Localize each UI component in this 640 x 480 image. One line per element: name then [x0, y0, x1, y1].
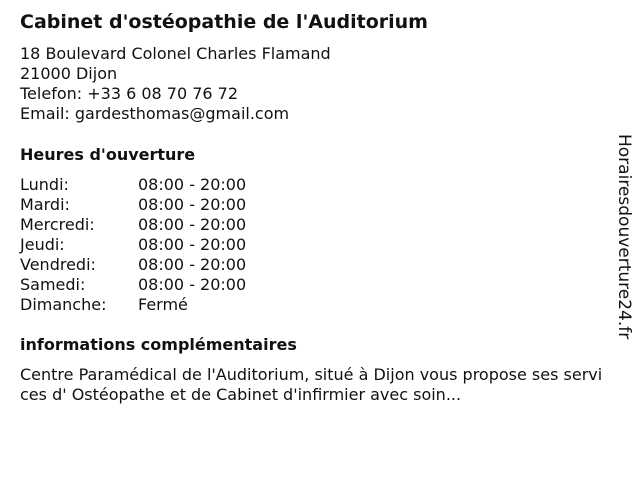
hours-day: Samedi: — [20, 275, 86, 294]
hours-time: Fermé — [138, 295, 188, 314]
hours-time: 08:00 - 20:00 — [138, 195, 247, 214]
hours-day: Dimanche: — [20, 295, 107, 314]
hours-row-tuesday — [20, 195, 246, 215]
contact-block — [20, 44, 331, 124]
hours-row-sunday — [20, 295, 246, 315]
opening-hours-heading: Heures d'ouverture — [20, 145, 196, 164]
hours-time: 08:00 - 20:00 — [138, 215, 247, 234]
additional-info-text: Centre Paramédical de l'Auditorium, situé à Dijon vous propose ses services d' Ostéopathe et de Cabinet d'infirmier avec soin... — [20, 365, 603, 404]
hours-day: Vendredi: — [20, 255, 96, 274]
street-address: 18 Boulevard Colonel Charles Flamand — [20, 44, 331, 63]
phone-number: Telefon: +33 6 08 70 76 72 — [20, 84, 239, 103]
city-address: 21000 Dijon — [20, 64, 118, 83]
hours-row-saturday — [20, 275, 246, 295]
additional-info-heading: informations complémentaires — [20, 335, 297, 354]
hours-time: 08:00 - 20:00 — [138, 175, 247, 194]
business-name: Cabinet d'ostéopathie de l'Auditorium — [20, 11, 428, 33]
hours-row-wednesday — [20, 215, 246, 235]
hours-day: Lundi: — [20, 175, 69, 194]
hours-day: Mercredi: — [20, 215, 95, 234]
site-watermark: Horairesdouverture24.fr — [614, 134, 634, 340]
hours-day: Jeudi: — [20, 235, 65, 254]
hours-day: Mardi: — [20, 195, 70, 214]
opening-hours-table — [20, 175, 246, 315]
email-address: Email: gardesthomas@gmail.com — [20, 104, 290, 123]
hours-time: 08:00 - 20:00 — [138, 235, 247, 254]
hours-row-thursday — [20, 235, 246, 255]
hours-time: 08:00 - 20:00 — [138, 255, 247, 274]
hours-time: 08:00 - 20:00 — [138, 275, 247, 294]
hours-row-friday — [20, 255, 246, 275]
hours-row-monday — [20, 175, 246, 195]
